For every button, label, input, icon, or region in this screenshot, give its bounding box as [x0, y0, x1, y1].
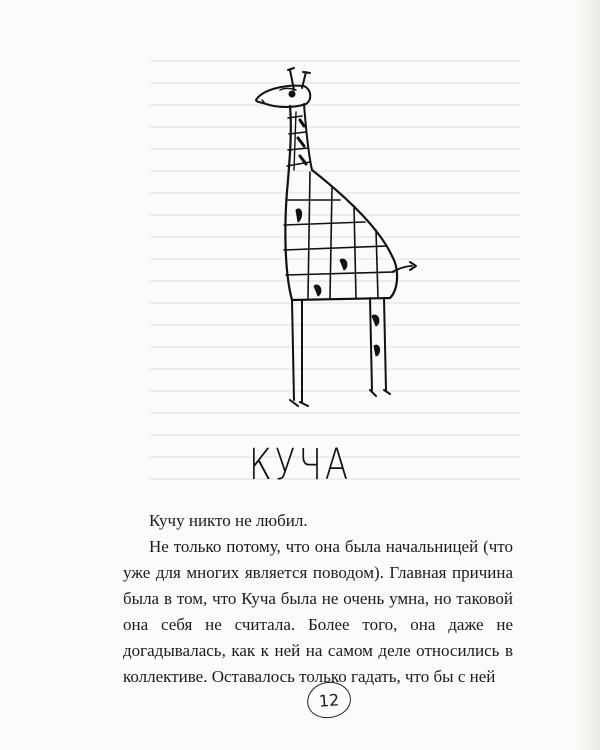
page-number: 12: [318, 689, 340, 711]
chapter-title-container: [0, 440, 600, 490]
page-edge-shadow: [574, 0, 600, 750]
paragraph: Не только потому, что она была начальницей (что уже для многих является поводом). Главная причина была в том, что Куча была не очень умна, но таковой она себя не считала. Более того, она даже не догадывалась, как к ней на самом деле относились в коллективе. Оставалось только гадать, что бы с ней: [123, 537, 513, 686]
paragraph: Кучу никто не любил.: [149, 511, 308, 530]
body-text: [123, 508, 513, 690]
chapter-title: КУЧА: [248, 440, 352, 490]
giraffe-illustration: [240, 60, 420, 420]
